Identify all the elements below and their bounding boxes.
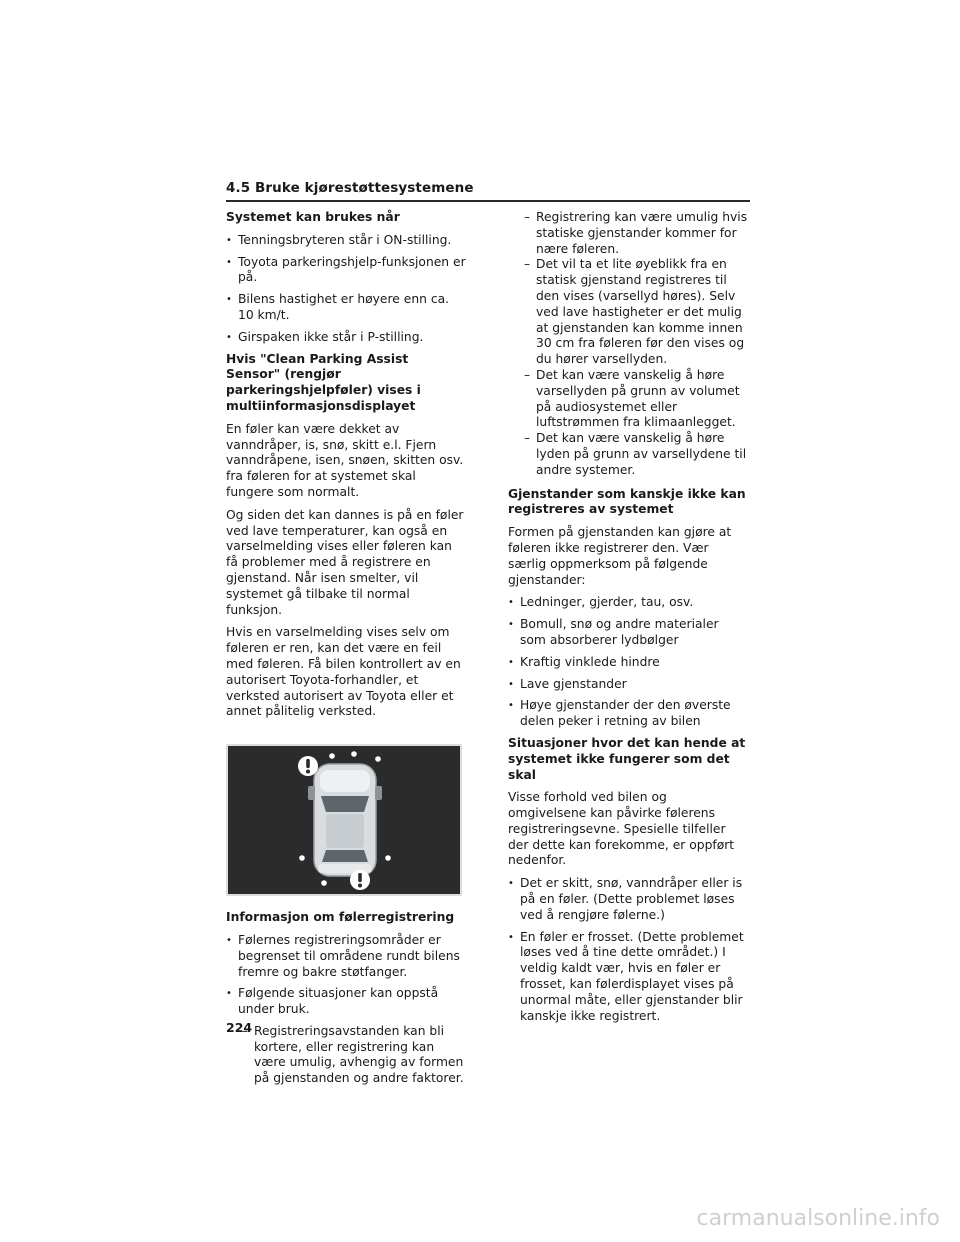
right-column xyxy=(508,210,748,1030)
list-item: • Tenningsbryteren står i ON-stilling. xyxy=(226,233,466,249)
sub-list-item: – Det kan være vanskelig å høre varsellyden på grunn av volumet på audiosystemet eller luftstrømmen fra klimaanlegget. xyxy=(508,368,748,431)
section-divider xyxy=(226,200,750,202)
list-item: • Følgende situasjoner kan oppstå under bruk. xyxy=(226,986,466,1018)
heading-sensor-detection: Informasjon om følerregistrering xyxy=(226,910,455,925)
list-item: • Bomull, snø og andre materialer som absorberer lydbølger xyxy=(508,617,748,649)
left-column xyxy=(226,210,466,1087)
sub-list-item: – Registrering kan være umulig hvis statiske gjenstander kommer for nære føleren. xyxy=(508,210,748,257)
sub-list-item: – Det kan være vanskelig å høre lyden på grunn av varsellydene til andre systemer. xyxy=(508,431,748,478)
list-item: • Bilens hastighet er høyere enn ca. 10 km/t. xyxy=(226,292,466,324)
paragraph: En føler kan være dekket av vanndråper, is, snø, skitt e.l. Fjern vanndråpene, isen, snøen, skitten osv. fra føleren for at systemet skal fungere som normalt. xyxy=(226,421,464,499)
heading-undetectable-objects: Gjenstander som kanskje ikke kan registreres av systemet xyxy=(508,486,746,517)
paragraph: Formen på gjenstanden kan gjøre at føleren ikke registrerer den. Vær særlig oppmerksom på følgende gjenstander: xyxy=(508,525,732,587)
paragraph: Og siden det kan dannes is på en føler ved lave temperaturer, kan også en varselmelding vises eller føleren kan få problemer med å registrere en gjenstand. Når isen smelter, vil systemet gå tilbake til normal funksjon. xyxy=(226,507,464,617)
watermark: carmanualsonline.info xyxy=(696,1206,940,1231)
sub-list-item: – Det vil ta et lite øyeblikk fra en statisk gjenstand registreres til den vises (varsellyd høres). Selv ved lave hastigheter er det mulig at gjenstanden kan komme innen 30 cm fra føleren før den vises og du hører varsellyden. xyxy=(508,257,748,368)
paragraph: Hvis en varselmelding vises selv om føleren er ren, kan det være en feil med føleren. Få bilen kontrollert av en autorisert Toyota-forhandler, et verksted autorisert av Toyota eller et annet pålitelig verksted. xyxy=(226,625,461,719)
list-item: • Kraftig vinklede hindre xyxy=(508,655,748,671)
sub-list-item: – Registreringsavstanden kan bli kortere, eller registrering kan være umulig, avhengig av formen på gjenstanden og andre faktorer. xyxy=(226,1024,466,1087)
list-item: • Girspaken ikke står i P-stilling. xyxy=(226,330,466,346)
list-item: • Høye gjenstander der den øverste delen peker i retning av bilen xyxy=(508,698,748,730)
list-item: • Det er skitt, snø, vanndråper eller is på en føler. (Dette problemet løses ved å rengjøre følerne.) xyxy=(508,876,748,923)
parking-sensor-illustration xyxy=(226,744,462,896)
list-item: • En føler er frosset. (Dette problemet løses ved å tine dette området.) I veldig kaldt vær, hvis en føler er frosset, kan følerdisplayet vises på unormal måte, eller gjenstander blir kanskje ikke registrert. xyxy=(508,930,748,1025)
heading-malfunction-situations: Situasjoner hvor det kan hende at systemet ikke fungerer som det skal xyxy=(508,735,746,782)
list-item: • Lave gjenstander xyxy=(508,677,748,693)
car-top-view-icon xyxy=(228,746,460,894)
list-item: • Toyota parkeringshjelp-funksjonen er på. xyxy=(226,255,466,287)
heading-system-usable: Systemet kan brukes når xyxy=(226,210,400,224)
list-item: • Følernes registreringsområder er begrenset til områdene rundt bilens fremre og bakre støtfanger. xyxy=(226,933,466,980)
list-item: • Ledninger, gjerder, tau, osv. xyxy=(508,595,748,611)
paragraph: Visse forhold ved bilen og omgivelsene kan påvirke følerens registreringsevne. Spesielle tilfeller der dette kan forekomme, er oppført nedenfor. xyxy=(508,790,735,868)
heading-clean-sensor: Hvis "Clean Parking Assist Sensor" (rengjør parkeringshjelpføler) vises i multiinformasjonsdisplayet xyxy=(226,351,421,413)
section-title: 4.5 Bruke kjørestøttesystemene xyxy=(226,180,474,196)
page-number: 224 xyxy=(226,1020,253,1035)
